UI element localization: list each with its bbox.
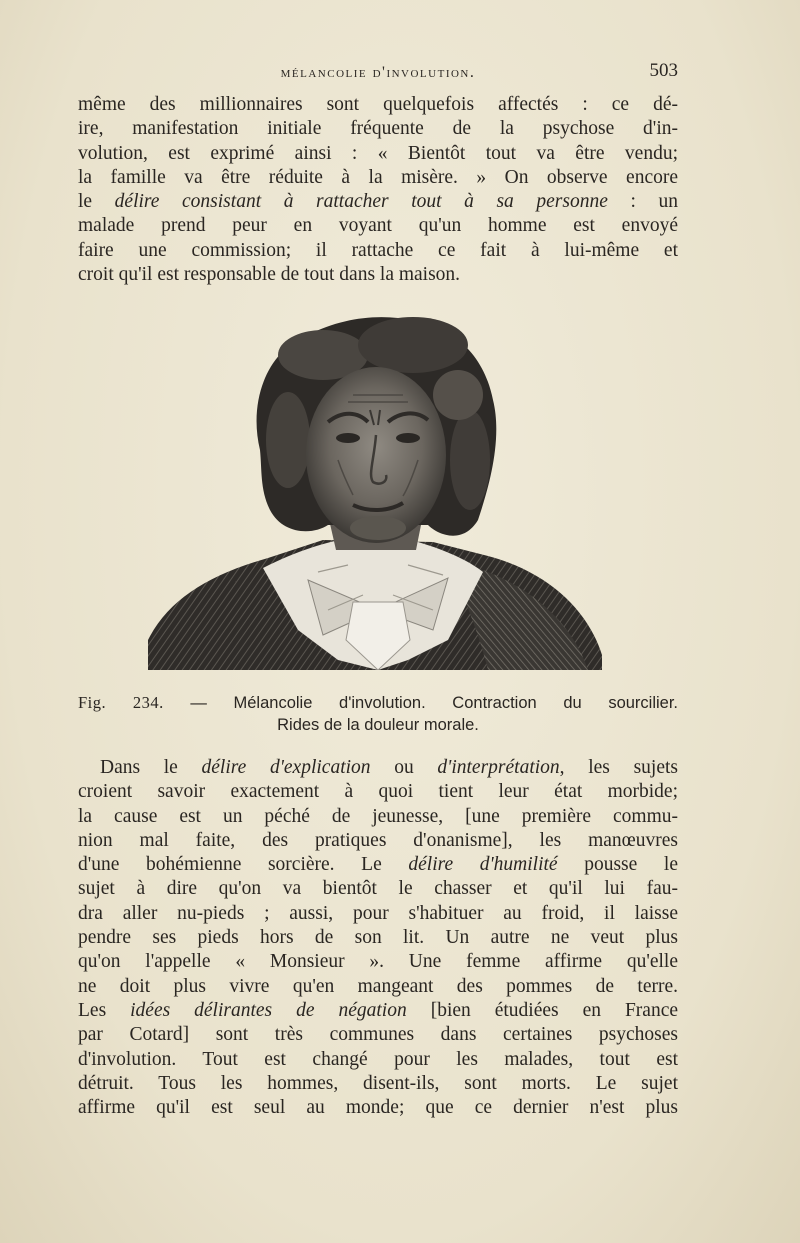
text-run: Les (78, 999, 131, 1021)
caption-dash: — (190, 694, 207, 712)
text-line: pendre ses pieds hors de son lit. Un autre ne veut plus (78, 927, 678, 949)
text-run: pousse le (557, 854, 678, 876)
text-line: malade prend peur en voyant qu'un homme est envoyé (78, 215, 678, 237)
text-line: qu'on l'appelle « Monsieur ». Une femme affirme qu'elle (78, 951, 678, 973)
text-line: détruit. Tous les hommes, disent-ils, sont morts. Le sujet (78, 1072, 678, 1094)
text-line: la cause est un péché de jeunesse, [une première commu- (78, 805, 678, 827)
text-line: ne doit plus vivre qu'en mangeant des pommes de terre. (78, 975, 678, 997)
text-line: par Cotard] sont très communes dans certaines psychoses (78, 1024, 678, 1046)
caption-line (78, 692, 678, 714)
text-run: : un (607, 191, 678, 213)
italic-phrase: délire d'explication (201, 757, 371, 778)
text-line: faire une commission; il rattache ce fait à lui-même et (78, 239, 678, 261)
text-line: affirme qu'il est seul au monde; que ce dernier n'est plus (78, 1097, 678, 1119)
text-line: d'involution. Tout est changé pour les malades, tout est (78, 1048, 678, 1070)
text-line: sujet à dire qu'on va bientôt le chasser et qu'il lui fau- (78, 878, 678, 900)
text-run: [bien étudiées en France (406, 999, 679, 1021)
text-line: dra aller nu-pieds ; aussi, pour s'habituer au froid, il laisse (78, 902, 678, 924)
text-run: le (78, 191, 115, 213)
text-line: nion mal faite, des pratiques d'onanisme], les manœuvres (78, 829, 678, 851)
portrait-photograph (148, 310, 602, 670)
text-run: , les sujets (559, 757, 678, 778)
text-line: volution, est exprimé ainsi : « Bientôt tout va être vendu; (78, 142, 678, 164)
italic-phrase: idées délirantes de négation (130, 999, 407, 1021)
figure-label: Fig. 234. (78, 693, 164, 712)
text-line: croient savoir exactement à quoi tient leur état morbide; (78, 781, 678, 803)
paragraph-2 (78, 756, 678, 1120)
figure-caption (78, 692, 678, 736)
text-line (78, 190, 678, 214)
text-line: ire, manifestation initiale fréquente de la psychose d'in- (78, 118, 678, 140)
page-header (78, 60, 678, 86)
text-line: même des millionnaires sont quelquefois affectés : ce dé- (78, 94, 678, 115)
running-title: mélancolie d'involution. (280, 64, 476, 81)
paragraph-1 (78, 93, 678, 287)
text-line (78, 756, 678, 780)
portrait-image (148, 310, 602, 670)
italic-phrase: d'interprétation (437, 757, 560, 778)
text-line (78, 853, 678, 877)
page-number: 503 (649, 60, 678, 81)
text-line: croit qu'il est responsable de tout dans la maison. (78, 264, 461, 286)
italic-phrase: délire consistant à rattacher tout à sa personne (114, 191, 608, 213)
text-line (78, 999, 678, 1023)
caption-line: Rides de la douleur morale. (277, 716, 479, 734)
text-run: Dans le (100, 757, 202, 778)
caption-text: Mélancolie d'involution. Contraction du sourcilier. (233, 694, 679, 712)
text-line: la famille va être réduite à la misère. » On observe encore (78, 166, 678, 188)
italic-phrase: délire d'humilité (408, 854, 558, 876)
text-run: ou (370, 757, 438, 778)
text-run: d'une bohémienne sorcière. Le (78, 854, 409, 876)
